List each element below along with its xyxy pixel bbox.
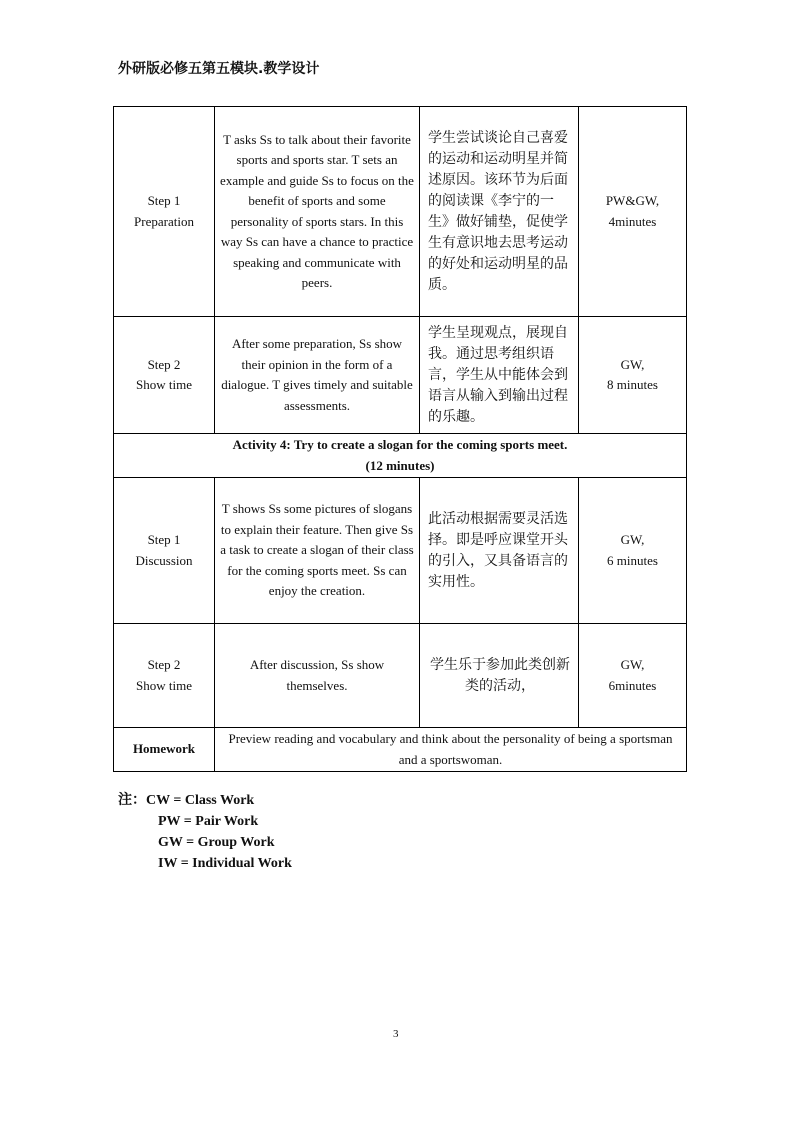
mode-cell bbox=[579, 624, 687, 728]
mode-label: GW, bbox=[620, 532, 645, 547]
homework-row bbox=[114, 728, 687, 772]
step-number: Step 1 bbox=[147, 193, 181, 208]
note-line: IW = Individual Work bbox=[158, 856, 292, 871]
step-number: Step 2 bbox=[147, 356, 181, 372]
time-label: 6 minutes bbox=[607, 552, 658, 568]
lesson-plan-table bbox=[113, 106, 687, 772]
activity-cell: T asks Ss to talk about their favorite sports and sports star. T sets an example and guide Ss to focus on the benefit of sports and some personality of sports stars. In this way Ss can have a chance to practice speaking and communicate with peers. bbox=[215, 107, 420, 317]
table-row bbox=[114, 107, 687, 317]
mode-label: GW, bbox=[620, 657, 645, 672]
step-cell bbox=[114, 317, 215, 434]
purpose-cell bbox=[420, 107, 579, 317]
step-name: Preparation bbox=[134, 213, 194, 229]
homework-text: Preview reading and vocabulary and think about the personality of being a sportsman and a sportswoman. bbox=[215, 728, 687, 772]
purpose-text: 学生呈现观点，展现自我。通过思考组织语言，学生从中能体会到语言从输入到输出过程的乐趣。 bbox=[428, 324, 568, 425]
note-prefix: 注： bbox=[118, 792, 146, 808]
activity-title: Activity 4: Try to create a slogan for the coming sports meet. bbox=[232, 437, 568, 452]
note-item: CW = Class Work bbox=[146, 793, 255, 808]
page-number: 3 bbox=[393, 1028, 399, 1040]
activity-heading-row bbox=[114, 434, 687, 478]
table-row bbox=[114, 317, 687, 434]
table-row bbox=[114, 624, 687, 728]
mode-cell bbox=[579, 107, 687, 317]
step-cell bbox=[114, 624, 215, 728]
time-label: 8 minutes bbox=[607, 377, 658, 392]
note-line bbox=[118, 790, 292, 811]
activity-cell: After discussion, Ss show themselves. bbox=[215, 624, 420, 728]
purpose-text: 学生尝试谈论自己喜爱的运动和运动明星并简述原因。该环节为后面的阅读课《李宁的一生》做好铺垫，促使学生有意识地去思考运动的好处和运动明星的品质。 bbox=[428, 129, 568, 293]
activity-cell: After some preparation, Ss show their opinion in the form of a dialogue. T gives timely and suitable assessments. bbox=[215, 317, 420, 434]
time-label: 4minutes bbox=[608, 213, 657, 229]
note-line: GW = Group Work bbox=[158, 835, 275, 850]
step-name: Show time bbox=[136, 677, 192, 693]
step-cell bbox=[114, 107, 215, 317]
purpose-text: 学生乐于参加此类创新类的活动， bbox=[430, 656, 570, 694]
activity-duration: (12 minutes) bbox=[365, 457, 435, 473]
purpose-text: 此活动根据需要灵活选择。即是呼应课堂开头的引入，又具备语言的实用性。 bbox=[428, 510, 568, 590]
step-number: Step 1 bbox=[147, 532, 181, 547]
abbreviation-notes bbox=[118, 790, 292, 874]
purpose-cell bbox=[420, 478, 579, 624]
note-line: PW = Pair Work bbox=[158, 814, 259, 829]
step-name: Show time bbox=[136, 377, 192, 392]
mode-label: PW&GW, bbox=[605, 193, 660, 208]
step-number: Step 2 bbox=[147, 657, 181, 672]
step-name: Discussion bbox=[135, 552, 193, 568]
mode-cell bbox=[579, 478, 687, 624]
time-label: 6minutes bbox=[608, 677, 657, 693]
mode-label: GW, bbox=[620, 356, 645, 372]
mode-cell bbox=[579, 317, 687, 434]
purpose-cell bbox=[420, 317, 579, 434]
homework-label: Homework bbox=[114, 728, 215, 772]
activity-heading bbox=[114, 434, 687, 478]
step-cell bbox=[114, 478, 215, 624]
document-header: 外研版必修五第五模块.教学设计 bbox=[118, 61, 320, 77]
activity-cell: T shows Ss some pictures of slogans to explain their feature. Then give Ss a task to create a slogan of their class for the coming sports meet. Ss can enjoy the creation. bbox=[215, 478, 420, 624]
purpose-cell bbox=[420, 624, 579, 728]
table-row bbox=[114, 478, 687, 624]
